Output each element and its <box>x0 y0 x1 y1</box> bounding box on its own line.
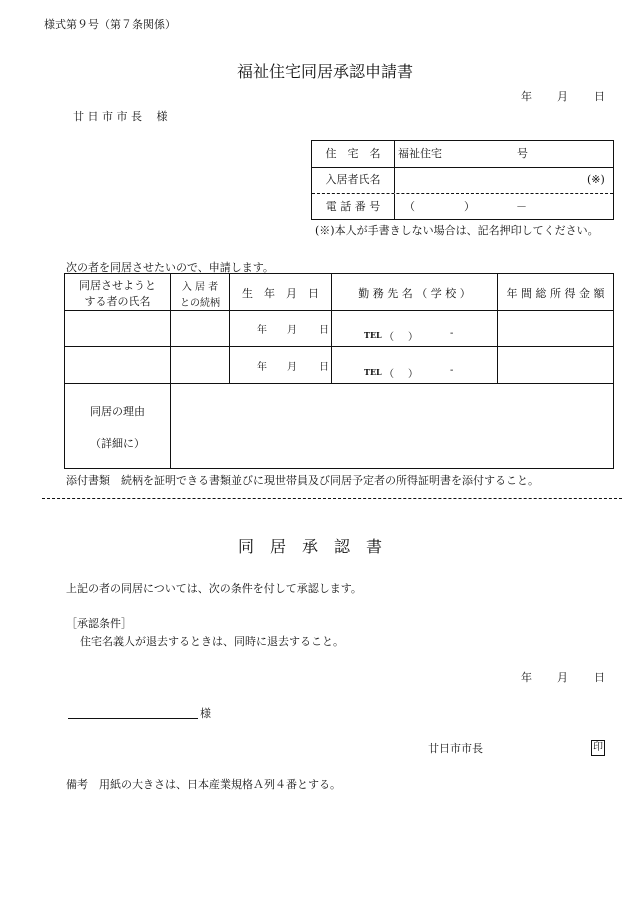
phone-label: 電 話 番 号 <box>312 194 395 219</box>
resident-label: 入居者氏名 <box>312 167 395 193</box>
cut-line <box>42 498 622 499</box>
header-birthdate: 生 年 月 日 <box>242 287 319 300</box>
row2-birth-month: 月 <box>287 362 297 373</box>
approval-date-month: 月 <box>557 671 568 684</box>
row2-tel-dash: - <box>450 365 454 376</box>
request-sentence: 次の者を同居させたいので、申請します。 <box>66 261 274 274</box>
header-name-line2: する者の氏名 <box>84 295 151 308</box>
housing-value[interactable]: 福祉住宅 <box>398 147 442 160</box>
date-day: 日 <box>594 90 605 103</box>
header-workplace: 勤 務 先 名 （ 学 校 ） <box>358 287 471 300</box>
addressee: 廿 日 市 市 長 様 <box>73 110 168 123</box>
housing-suffix: 号 <box>517 147 528 160</box>
applicant-info-table <box>311 140 614 220</box>
phone-dash: － <box>516 200 527 213</box>
date-month: 月 <box>557 90 568 103</box>
phone-row <box>312 194 613 219</box>
phone-close-paren: ） <box>464 200 475 213</box>
housing-row <box>312 141 613 168</box>
row1-tel-close: ） <box>408 332 418 343</box>
header-relation-line1: 入 居 者 <box>181 282 219 293</box>
row1-birth-day: 日 <box>319 325 329 336</box>
housing-label: 住 宅 名 <box>312 141 395 167</box>
header-name-line1: 同居させようと <box>79 279 156 292</box>
row1-birth-year: 年 <box>257 325 267 336</box>
condition-text: 住宅名義人が退去するときは、同時に退去すること。 <box>80 635 344 648</box>
phone-open-paren: （ <box>404 200 415 213</box>
resident-row <box>312 167 613 194</box>
form-number: 様式第９号（第７条関係） <box>44 18 176 31</box>
row1-birth-month: 月 <box>287 325 297 336</box>
conditions-label: ［承認条件］ <box>66 617 132 630</box>
row1-tel-open: （ <box>384 332 394 343</box>
header-income: 年 間 総 所 得 金 額 <box>506 287 605 300</box>
attachment-note: 添付書類 続柄を証明できる書類並びに現世帯員及び同居予定者の所得証明書を添付すること。 <box>66 474 539 487</box>
approval-date-year: 年 <box>521 671 532 684</box>
approval-statement: 上記の者の同居については、次の条件を付して承認します。 <box>66 582 362 595</box>
recipient-suffix: 様 <box>200 707 211 720</box>
row2-tel-open: （ <box>384 369 394 380</box>
approval-title: 同 居 承 認 書 <box>238 537 383 556</box>
row2-tel-label: TEL <box>364 367 382 377</box>
signature-note: (※)本人が手書きしない場合は、記名押印してください。 <box>315 224 599 237</box>
cohabitant-table <box>64 273 614 469</box>
issuer-name: 廿日市市長 <box>428 742 483 755</box>
row1-tel-label: TEL <box>364 330 382 340</box>
approval-date-day: 日 <box>594 671 605 684</box>
resident-mark: (※) <box>587 173 605 186</box>
row1-tel-dash: - <box>450 328 454 339</box>
reason-field[interactable] <box>171 384 613 468</box>
recipient-name-line[interactable] <box>68 718 198 719</box>
row2-tel-close: ） <box>408 369 418 380</box>
date-year: 年 <box>521 90 532 103</box>
row2-birth-day: 日 <box>319 362 329 373</box>
header-relation-line2: との続柄 <box>180 298 220 309</box>
resident-name-field[interactable] <box>396 167 608 193</box>
row2-birth-year: 年 <box>257 362 267 373</box>
seal-mark: 印 <box>591 740 605 756</box>
reason-label-line1: 同居の理由 <box>90 405 145 418</box>
page-title: 福祉住宅同居承認申請書 <box>237 62 414 81</box>
remark: 備考 用紙の大きさは、日本産業規格Ａ列４番とする。 <box>66 778 341 791</box>
reason-label-line2: （詳細に） <box>90 437 145 450</box>
